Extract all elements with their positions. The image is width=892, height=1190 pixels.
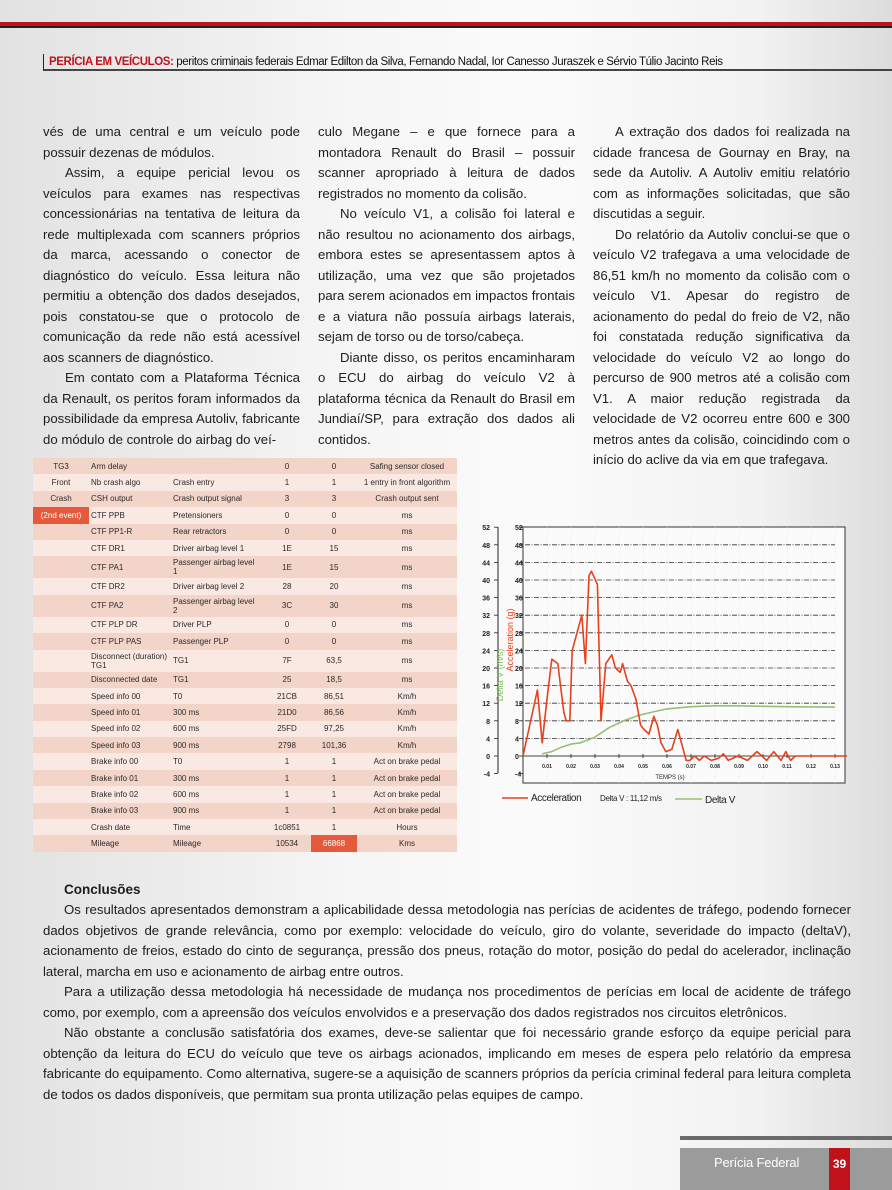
- y-tick-label: -4: [483, 771, 490, 779]
- legend-acceleration-label: Acceleration: [531, 793, 582, 804]
- table-cell: 97,25: [323, 724, 345, 734]
- y-tick-label: 40: [515, 578, 523, 585]
- table-cell: 3: [331, 494, 337, 504]
- table-cell: 3C: [281, 601, 293, 611]
- table-cell: Brake info 01: [91, 773, 139, 783]
- table-cell: 1 entry in front algorithm: [363, 478, 451, 488]
- authors-line: peritos criminais federais Edmar Edilton da Silva, Fernando Nadal, Ior Canesso Juraszek e Sérvio Túlio Jacinto Reis: [173, 56, 723, 68]
- paragraph: Diante disso, os peritos encaminharam o ECU do airbag do veículo V2 à plataforma técnica da Renault do Brasil em Jundiaí/SP, para extração dos dados ali contidos.: [318, 349, 575, 447]
- paragraph: Em contato com a Plataforma Técnica da Renault, os peritos foram informados da possibilidade da empresa Autoliv, fabricante do módulo de controle do airbag do veí-: [43, 370, 300, 447]
- table-cell: Passenger airbag level 1: [173, 558, 255, 577]
- table-cell: 600 ms: [173, 789, 200, 799]
- table-cell: Crash: [50, 494, 72, 504]
- table-cell: Rear retractors: [173, 527, 227, 537]
- table-cell: 86,51: [323, 691, 345, 701]
- table-cell: 18,5: [326, 675, 342, 685]
- table-cell: 86,56: [323, 707, 345, 717]
- table-cell: 1: [331, 757, 337, 767]
- table-cell: 0: [284, 527, 290, 537]
- table-cell: Act on brake pedal: [373, 806, 441, 816]
- table-cell: 2798: [278, 740, 296, 750]
- table-cell: [33, 595, 89, 617]
- table-cell: 1: [284, 789, 290, 799]
- x-tick-label: 0.10: [758, 764, 768, 770]
- table-cell: 15: [329, 543, 339, 553]
- paragraph: Do relatório da Autoliv conclui-se que o veículo V2 trafegava a uma velocidade de 86,51 km/h no momento da colisão com o veículo V1. Apesar do registro de acionamento do pedal do freio de V2, não foi constatada redução significativa da velocidade do veículo V2 ao longo do percurso de 900 metros até a colisão com V1. A maior redução registrada da velocidade de V2 ocorreu entre 600 e 300 metros antes da colisão, coincidindo com o início do aclive da via em que trafegava.: [593, 226, 850, 467]
- table-cell: Act on brake pedal: [373, 773, 441, 783]
- table-cell: CTF DR2: [91, 582, 125, 592]
- table-cell: ms: [401, 675, 413, 685]
- table-cell: 900 ms: [173, 740, 200, 750]
- table-cell: 1: [331, 478, 337, 488]
- table-row: [33, 595, 457, 617]
- table-cell: 0: [331, 461, 337, 471]
- table-cell: ms: [401, 527, 413, 537]
- y-tick-label: 0: [515, 754, 519, 761]
- table-cell: 101,36: [321, 740, 347, 750]
- text-column-3: [593, 122, 850, 471]
- table-cell: 300 ms: [173, 773, 200, 783]
- table-row: [33, 474, 457, 490]
- table-cell: [33, 650, 89, 672]
- y-tick-label: 48: [482, 542, 490, 550]
- table-cell: 1: [284, 773, 290, 783]
- table-cell: 1: [331, 822, 337, 832]
- x-tick-label: 0.02: [566, 764, 576, 770]
- legend-delta-v-label: Delta V: [705, 795, 735, 806]
- table-cell: [33, 721, 89, 737]
- table-cell: 21D0: [277, 707, 297, 717]
- table-cell: 1: [284, 806, 290, 816]
- table-row: [33, 578, 457, 594]
- y-tick-label: 28: [482, 630, 490, 638]
- y-tick-label: 8: [515, 718, 519, 726]
- table-cell: ms: [401, 543, 413, 553]
- table-cell: Mileage: [173, 839, 202, 849]
- table-cell: Driver airbag level 2: [173, 582, 245, 592]
- table-cell: TG3: [53, 461, 69, 471]
- table-cell: TG1: [173, 656, 189, 666]
- table-cell: CTF PPB: [91, 510, 125, 520]
- table-cell: Crash output signal: [173, 494, 242, 504]
- x-tick-label: 0.06: [662, 764, 672, 770]
- table-cell: Crash date: [91, 822, 131, 832]
- x-tick-label: 0.07: [686, 764, 696, 770]
- header-black-rule: [0, 26, 892, 28]
- table-row: [33, 524, 457, 540]
- table-row: [33, 704, 457, 720]
- paragraph: A extração dos dados foi realizada na cidade francesa de Gournay en Bray, na sede da Autoliv. A Autoliv emitiu relatório com as informações solicitadas, que são discutidas a seguir.: [593, 124, 850, 221]
- table-cell: CTF PLP DR: [91, 620, 138, 630]
- y-tick-label: -4: [515, 771, 522, 779]
- table-cell: Brake info 03: [91, 806, 139, 816]
- y-tick-label: 32: [482, 613, 490, 621]
- table-cell: 7F: [282, 656, 292, 666]
- table-cell: Mileage: [91, 839, 120, 849]
- table-cell: 25FD: [277, 724, 297, 734]
- table-cell: CTF PLP PAS: [91, 636, 142, 646]
- table-cell: Disconnect (duration) TG1: [91, 651, 168, 670]
- table-cell: 0: [284, 510, 290, 520]
- table-cell: Km/h: [397, 707, 417, 717]
- y-tick-label: 12: [482, 701, 490, 709]
- table-cell: [33, 753, 89, 769]
- table-cell: Act on brake pedal: [373, 757, 441, 767]
- table-cell: 0: [284, 636, 290, 646]
- table-cell: [33, 617, 89, 633]
- table-cell: Passenger airbag level 2: [173, 596, 255, 615]
- table-cell: ms: [401, 562, 413, 572]
- y-tick-label: 36: [515, 595, 523, 603]
- conclusions-section: [43, 880, 851, 1105]
- table-cell: [33, 786, 89, 802]
- table-cell: [33, 578, 89, 594]
- table-row: [33, 819, 457, 835]
- table-cell: 63,5: [326, 656, 342, 666]
- table-cell: Driver PLP: [173, 620, 212, 630]
- y-tick-label: 8: [486, 718, 490, 726]
- table-cell: Speed info 01: [91, 707, 141, 717]
- table-cell: [33, 704, 89, 720]
- table-row: [33, 770, 457, 786]
- table-cell: Disconnected date: [91, 675, 158, 685]
- table-cell: Kms: [399, 839, 415, 849]
- table-cell: ms: [401, 636, 413, 646]
- table-cell: 30: [329, 601, 339, 611]
- table-cell: 66868: [311, 835, 357, 851]
- table-cell: 0: [331, 527, 337, 537]
- y-tick-label: 52: [515, 525, 523, 533]
- y-tick-label: 24: [482, 648, 490, 656]
- table-cell: [33, 770, 89, 786]
- table-cell: [33, 672, 89, 688]
- table-cell: 600 ms: [173, 724, 200, 734]
- table-cell: 25: [282, 675, 292, 685]
- y-tick-label: 20: [515, 666, 523, 673]
- y-axis-label-acceleration: Acceleration (g): [505, 608, 515, 672]
- table-cell: Passenger PLP: [173, 636, 229, 646]
- x-tick-label: 0.08: [710, 764, 720, 770]
- y-tick-label: 28: [515, 630, 523, 638]
- table-row: [33, 540, 457, 556]
- table-row: [33, 835, 457, 851]
- table-cell: 0: [331, 636, 337, 646]
- table-cell: ms: [401, 510, 413, 520]
- table-cell: (2nd event): [33, 507, 89, 523]
- table-cell: CSH output: [91, 494, 133, 504]
- paragraph: Não obstante a conclusão satisfatória dos exames, deve-se salientar que foi necessário grande esforço da equipe pericial para obtenção da leitura do ECU do veículo que teve os airbags acionados, implicando em meses de espera pelo relatório da empresa fabricante do equipamento. Como alternativa, sugere-se a aquisição de scanners próprios da perícia criminal federal para leitura completa de todos os dados disponíveis, que permitam sua pronta utilização pelas equipes de campo.: [43, 1025, 851, 1102]
- table-cell: [33, 835, 89, 851]
- table-cell: 0: [331, 620, 337, 630]
- x-tick-label: 0.13: [830, 764, 840, 770]
- table-cell: Arm delay: [91, 461, 128, 471]
- conclusions-heading: Conclusões: [64, 882, 141, 897]
- table-cell: 15: [329, 562, 339, 572]
- y-tick-label: 40: [482, 578, 490, 585]
- table-cell: CTF PA2: [91, 601, 124, 611]
- table-cell: [33, 524, 89, 540]
- table-cell: 300 ms: [173, 707, 200, 717]
- table-row: [33, 672, 457, 688]
- table-cell: 1: [284, 757, 290, 767]
- table-cell: Brake info 02: [91, 789, 139, 799]
- table-cell: TG1: [173, 675, 189, 685]
- table-cell: 0: [331, 510, 337, 520]
- table-cell: 1: [331, 789, 337, 799]
- text-column-2: [318, 122, 575, 450]
- y-tick-label: 12: [515, 701, 523, 709]
- table-cell: 1c0851: [273, 822, 301, 832]
- section-label: PERÍCIA EM VEÍCULOS:: [49, 56, 174, 68]
- table-cell: CTF PA1: [91, 562, 124, 572]
- table-cell: [33, 633, 89, 649]
- table-cell: 3: [284, 494, 290, 504]
- table-cell: ms: [401, 582, 413, 592]
- table-cell: 28: [282, 582, 292, 592]
- table-cell: Time: [173, 822, 191, 832]
- table-row: [33, 803, 457, 819]
- y-tick-label: 24: [515, 648, 523, 656]
- table-cell: 21CB: [276, 691, 297, 701]
- table-cell: 1: [331, 806, 337, 816]
- table-cell: 1E: [282, 543, 292, 553]
- acceleration-chart: [470, 515, 860, 815]
- table-cell: [33, 737, 89, 753]
- table-cell: CTF DR1: [91, 543, 125, 553]
- table-row: [33, 737, 457, 753]
- y-tick-label: 4: [486, 736, 490, 744]
- table-cell: Nb crash algo: [91, 478, 141, 488]
- table-cell: T0: [173, 691, 183, 701]
- table-cell: [171, 458, 263, 474]
- table-cell: T0: [173, 757, 183, 767]
- table-cell: Hours: [396, 822, 418, 832]
- y-tick-label: 20: [482, 666, 490, 673]
- y-tick-label: 16: [482, 683, 490, 691]
- y-tick-label: 16: [515, 683, 523, 691]
- table-row: [33, 721, 457, 737]
- table-cell: CTF PP1-R: [91, 527, 133, 537]
- table-cell: [33, 540, 89, 556]
- table-cell: 0: [284, 620, 290, 630]
- y-axis-label-delta-v: Delta V (m/s): [495, 648, 505, 702]
- table-cell: Crash output sent: [375, 494, 439, 504]
- table-row: [33, 633, 457, 649]
- table-cell: Pretensioners: [173, 510, 223, 520]
- table-cell: Safing sensor closed: [369, 461, 445, 471]
- table-cell: 20: [329, 582, 339, 592]
- table-cell: 1: [331, 773, 337, 783]
- y-tick-label: 4: [515, 736, 519, 744]
- y-tick-label: 44: [482, 560, 490, 568]
- table-row: [33, 507, 457, 523]
- y-tick-label: 48: [515, 542, 523, 550]
- y-tick-label: 36: [482, 595, 490, 603]
- chart-canvas: [470, 515, 860, 815]
- table-cell: 900 ms: [173, 806, 200, 816]
- x-tick-label: 0.05: [638, 764, 648, 770]
- y-tick-label: 52: [482, 525, 490, 533]
- page-number: 39: [829, 1148, 850, 1190]
- y-tick-label: 32: [515, 613, 523, 621]
- table-cell: ms: [401, 601, 413, 611]
- table-cell: Brake info 00: [91, 757, 139, 767]
- table-cell: 1: [284, 478, 290, 488]
- x-axis-label: TEMPS (s): [655, 775, 685, 781]
- table-cell: 1E: [282, 562, 292, 572]
- x-tick-label: 0.04: [614, 764, 624, 770]
- table-cell: Speed info 02: [91, 724, 141, 734]
- x-tick-label: 0.09: [734, 764, 744, 770]
- paragraph: No veículo V1, a colisão foi lateral e não resultou no acionamento dos airbags, embora estes se apresentassem aptos à utilização, uma vez que são projetados para serem acionados em impactos frontais e a viatura não possuía airbags laterais, sejam de torso ou de torso/cabeça.: [318, 206, 575, 344]
- table-cell: Km/h: [397, 691, 417, 701]
- magazine-title: Perícia Federal: [714, 1155, 800, 1170]
- table-row: [33, 617, 457, 633]
- table-cell: ms: [401, 620, 413, 630]
- table-row: [33, 650, 457, 672]
- x-tick-label: 0.11: [782, 764, 792, 770]
- running-head: [43, 54, 892, 71]
- table-cell: [33, 803, 89, 819]
- paragraph: Assim, a equipe pericial levou os veículos para exames nas respectivas concessionárias na tentativa de leitura da rede multiplexada com scanners próprios da marca, acessando o conector de diagnóstico do veículo. Essa leitura não permitiu a obtenção dos dados desejados, pois constatou-se que o protocolo de comunicação da rede não está acessível aos scanners de diagnóstico.: [43, 165, 300, 365]
- table-row: [33, 688, 457, 704]
- table-cell: Crash entry: [173, 478, 215, 488]
- paragraph: vés de uma central e um veículo pode possuir dezenas de módulos.: [43, 124, 300, 160]
- y-tick-label: 44: [515, 560, 523, 568]
- table-cell: [33, 688, 89, 704]
- y-tick-label: 0: [486, 754, 490, 761]
- table-cell: Speed info 00: [91, 691, 141, 701]
- table-cell: Front: [51, 478, 71, 488]
- table-cell: ms: [401, 656, 413, 666]
- paragraph: culo Megane – e que fornece para a montadora Renault do Brasil – possuir scanner apropriado à leitura de dados registrados no momento da colisão.: [318, 124, 575, 201]
- paragraph: Os resultados apresentados demonstram a aplicabilidade dessa metodologia nas perícias de acidentes de tráfego, podendo fornecer dados objetivos de grande relevância, como por exemplo: velocidade do veículo, giro do volante, severidade do impacto (deltaV), acionamento de freios, estado do cinto de segurança, pressão dos pneus, rotação do motor, posição do pedal do acelerador, inclinação lateral, marcha em uso e acionamento de airbag entre outros.: [43, 902, 851, 979]
- table-cell: Act on brake pedal: [373, 789, 441, 799]
- table-row: [33, 491, 457, 507]
- text-column-1: [43, 122, 300, 450]
- x-tick-label: 0.01: [542, 764, 552, 770]
- table-row: [33, 753, 457, 769]
- table-cell: 10534: [275, 839, 299, 849]
- x-tick-label: 0.03: [590, 764, 600, 770]
- table-row: [33, 786, 457, 802]
- table-cell: Km/h: [397, 740, 417, 750]
- table-cell: Speed info 03: [91, 740, 141, 750]
- footer-rule: [680, 1136, 892, 1140]
- ecu-data-table: [33, 458, 457, 852]
- table-cell: 0: [284, 461, 290, 471]
- table-cell: [33, 819, 89, 835]
- x-tick-label: 0.12: [806, 764, 816, 770]
- table-cell: [33, 556, 89, 578]
- legend-delta-v-value: Delta V : 11,12 m/s: [600, 794, 662, 803]
- table-cell: Driver airbag level 1: [173, 543, 245, 553]
- table-cell: Km/h: [397, 724, 417, 734]
- table-row: [33, 556, 457, 578]
- table-row: [33, 458, 457, 474]
- paragraph: Para a utilização dessa metodologia há necessidade de mudança nos procedimentos de perícias em local de acidente de tráfego como, por exemplo, com a apreensão dos veículos envolvidos e a preservação dos dados registrados nos circuitos eletrônicos.: [43, 984, 851, 1020]
